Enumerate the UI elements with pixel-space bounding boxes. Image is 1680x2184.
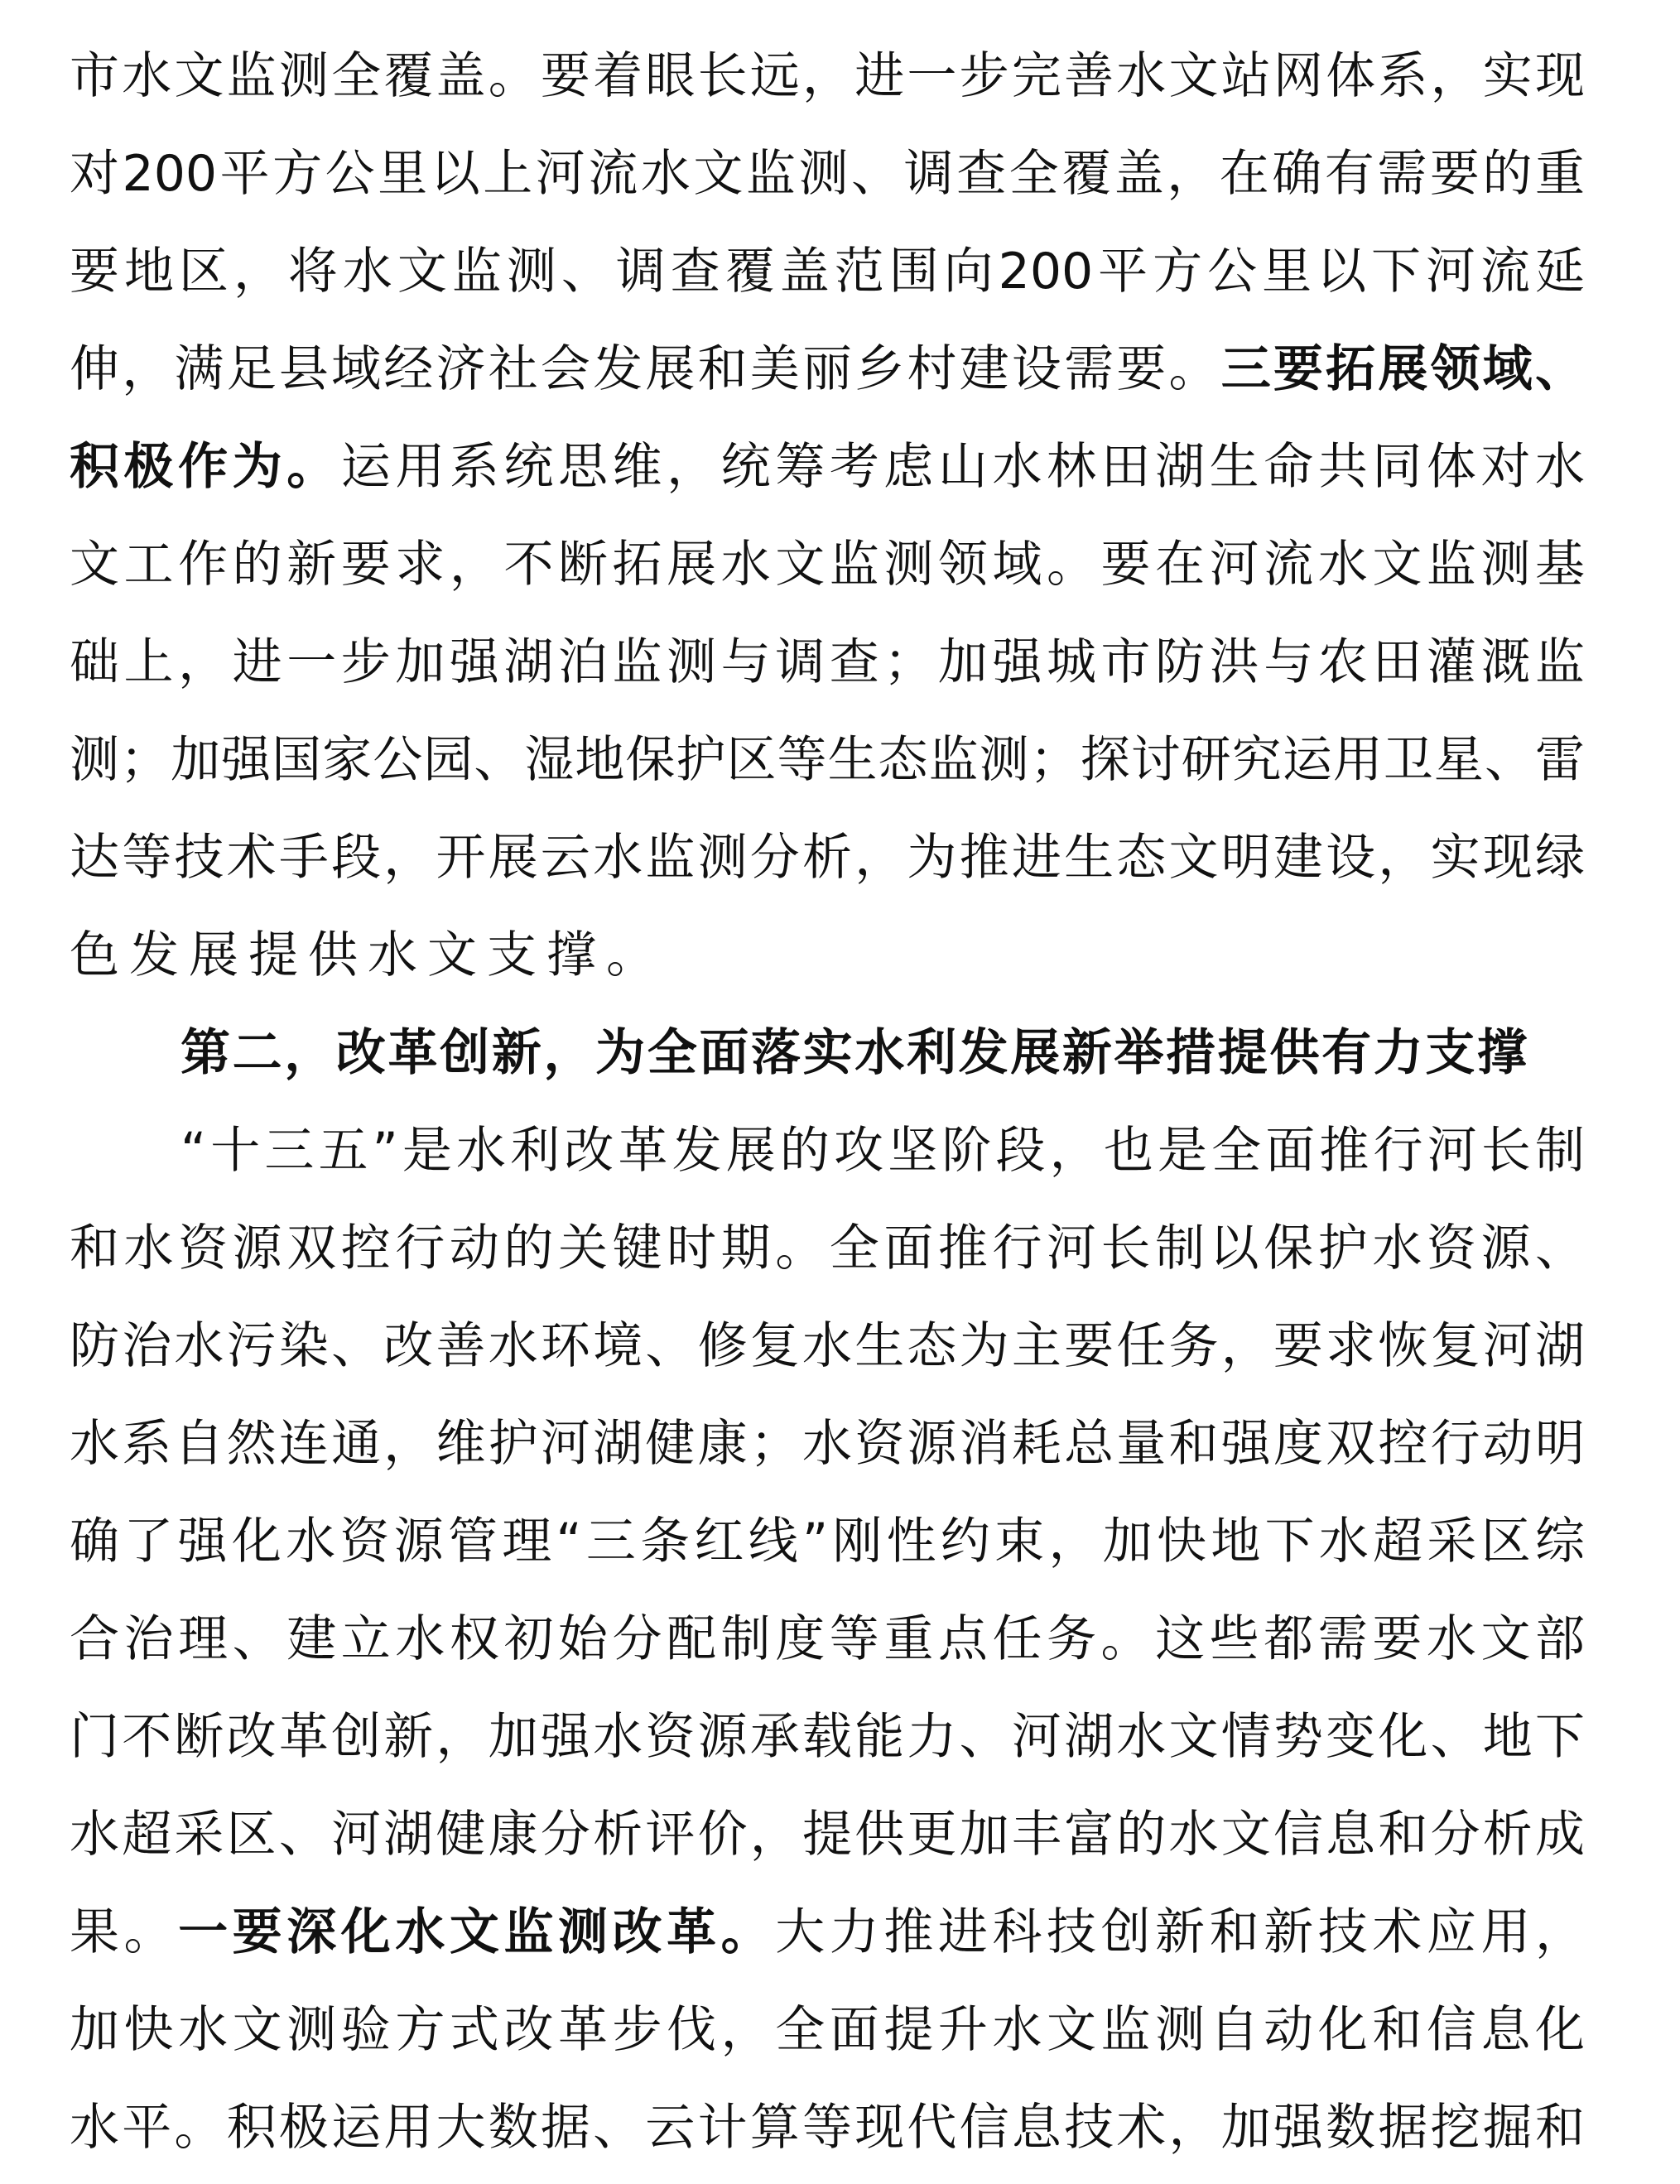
- text-segment: 运用系统思维，统筹考虑山水林田湖生命共同体对水: [340, 438, 1586, 496]
- text-line: [70, 809, 1585, 907]
- text-line: [70, 1883, 1585, 1981]
- text-segment: 第二，改革创新，为全面落实水利发展新举措提供有力支撑: [181, 1024, 1527, 1082]
- text-line: [70, 125, 1585, 223]
- bold-text-segment: 三要拓展领域、: [1220, 340, 1586, 398]
- text-line: [70, 1395, 1585, 1493]
- bold-text-segment: 积极作为。: [70, 438, 341, 496]
- text-segment: 大力推进科技创新和新技术应用，: [775, 1903, 1586, 1961]
- text-segment: 合治理、建立水权初始分配制度等重点任务。这些都需要水文部: [70, 1610, 1585, 1668]
- text-line: [70, 1297, 1585, 1395]
- text-line: [70, 1102, 1585, 1200]
- text-segment: 测；加强国家公园、湿地保护区等生态监测；探讨研究运用卫星、雷: [70, 731, 1585, 789]
- text-line: [70, 27, 1585, 125]
- text-segment: 文工作的新要求，不断拓展水文监测领域。要在河流水文监测基: [70, 536, 1585, 594]
- text-line: [70, 2079, 1585, 2177]
- text-segment: 达等技术手段，开展云水监测分析，为推进生态文明建设，实现绿: [70, 829, 1585, 887]
- text-line: [70, 1200, 1585, 1297]
- text-line: [70, 516, 1585, 613]
- text-line: [70, 711, 1585, 809]
- text-segment: 加快水文测验方式改革步伐，全面提升水文监测自动化和信息化: [70, 2001, 1585, 2059]
- text-segment: 伸，满足县域经济社会发展和美丽乡村建设需要。: [70, 340, 1221, 398]
- text-segment: 水平。积极运用大数据、云计算等现代信息技术，加强数据挖掘和: [70, 2099, 1585, 2157]
- text-line: [70, 1981, 1585, 2079]
- text-line: [70, 1786, 1585, 1883]
- text-line: [70, 1688, 1585, 1786]
- text-segment: 和水资源双控行动的关键时期。全面推行河长制以保护水资源、: [70, 1219, 1585, 1277]
- text-segment: 础上，进一步加强湖泊监测与调查；加强城市防洪与农田灌溉监: [70, 633, 1585, 691]
- text-segment: 水超采区、河湖健康分析评价，提供更加丰富的水文信息和分析成: [70, 1806, 1585, 1864]
- text-line: [70, 1493, 1585, 1590]
- document-page: [70, 27, 1585, 2177]
- section-heading: [70, 1004, 1585, 1102]
- text-segment: 水系自然连通，维护河湖健康；水资源消耗总量和强度双控行动明: [70, 1415, 1585, 1473]
- text-segment: 防治水污染、改善水环境、修复水生态为主要任务，要求恢复河湖: [70, 1317, 1585, 1375]
- bold-text-segment: 一要深化水文监测改革。: [178, 1903, 776, 1961]
- text-segment: 色发展提供水文支撑。: [70, 926, 666, 984]
- text-line: [70, 613, 1585, 711]
- text-line: [70, 320, 1585, 418]
- text-segment: 对200平方公里以上河流水文监测、调查全覆盖，在确有需要的重: [70, 145, 1585, 203]
- text-line: [70, 418, 1585, 516]
- text-segment: 要地区，将水文监测、调查覆盖范围向200平方公里以下河流延: [70, 243, 1585, 301]
- text-segment: 市水文监测全覆盖。要着眼长远，进一步完善水文站网体系，实现: [70, 47, 1585, 105]
- text-segment: “十三五”是水利改革发展的攻坚阶段，也是全面推行河长制: [181, 1122, 1585, 1180]
- text-segment: 门不断改革创新，加强水资源承载能力、河湖水文情势变化、地下: [70, 1708, 1585, 1766]
- text-line: [70, 1590, 1585, 1688]
- text-segment: 确了强化水资源管理“三条红线”刚性约束，加快地下水超采区综: [70, 1513, 1585, 1571]
- text-line: [70, 907, 1585, 1004]
- text-segment: 果。: [70, 1903, 179, 1961]
- text-line: [70, 223, 1585, 320]
